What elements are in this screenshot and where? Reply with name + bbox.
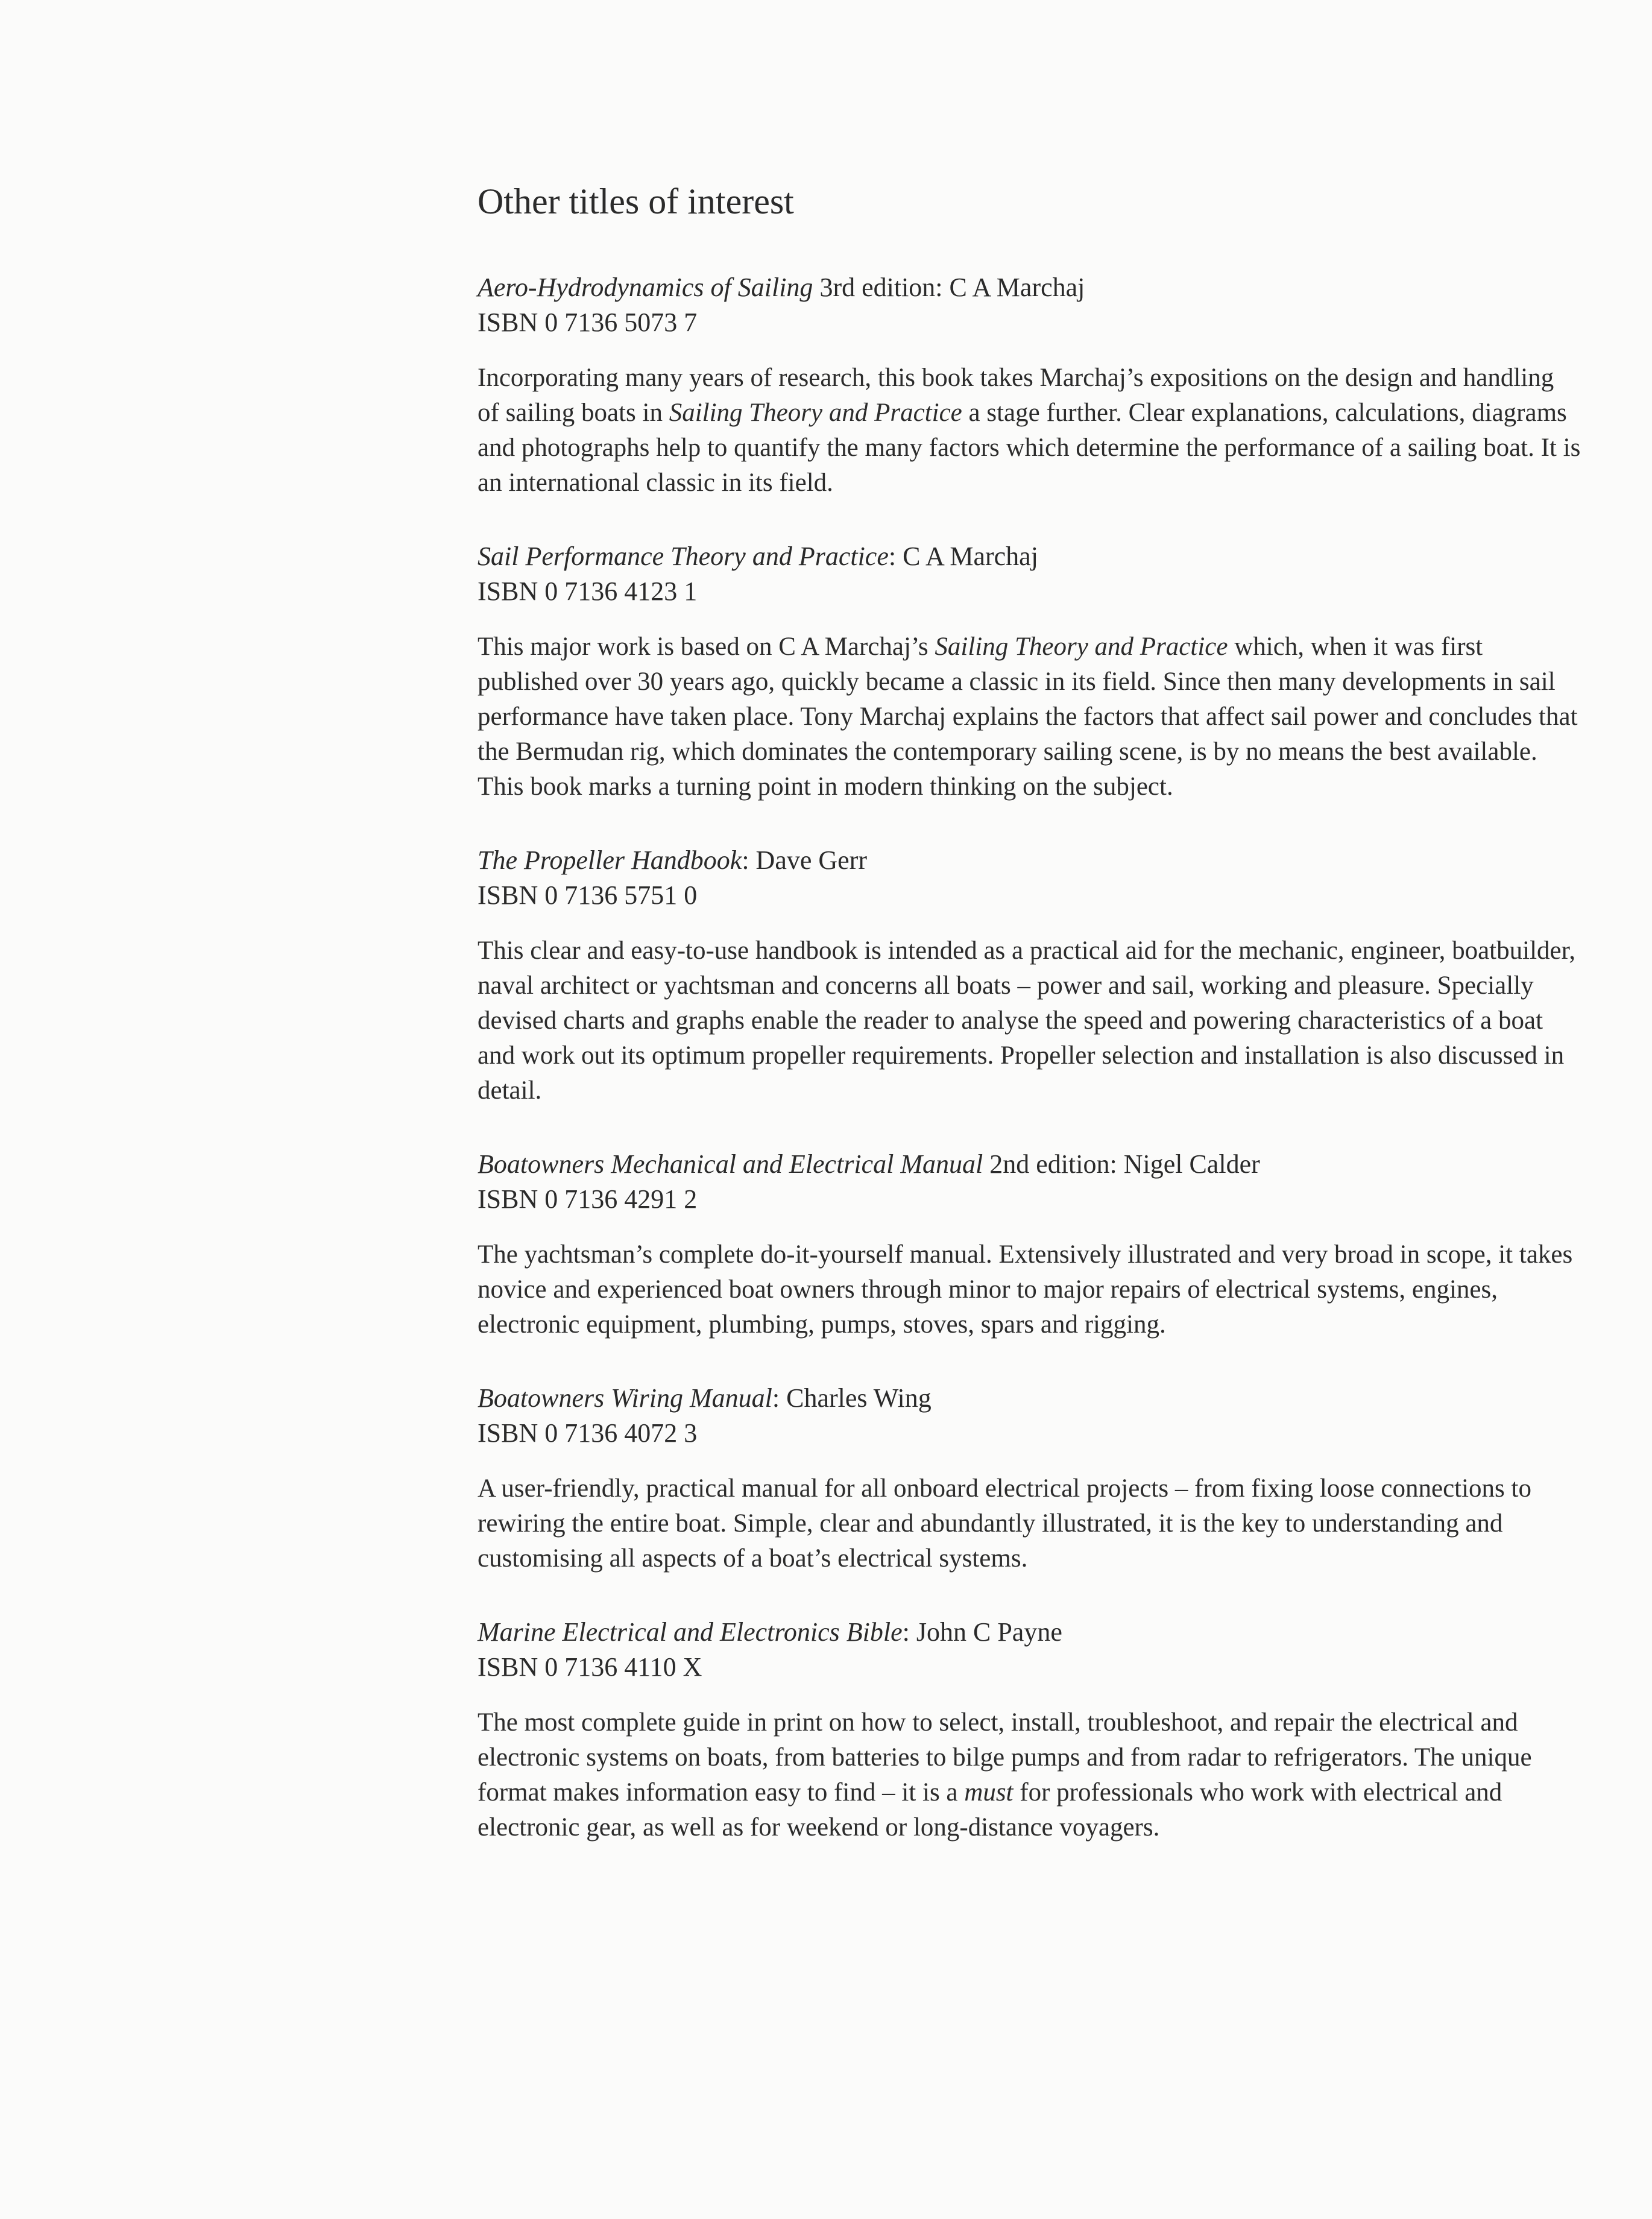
book-title: Marine Electrical and Electronics Bible <box>478 1617 903 1647</box>
book-entry <box>478 1147 1581 1342</box>
description-text: which, when it was first published over 30 years ago, quickly became a classic in its field. Since then many developments in sail performance have taken place. Tony Marchaj explains the factors that affect sail power and concludes that the Bermudan rig, which dominates the contemporary sailing scene, is by no means the best available. This book marks a turning point in modern thinking on the subject. <box>478 633 1578 801</box>
description-text: A user-friendly, practical manual for all onboard electrical projects – from fixing loose connections to rewiring the entire boat. Simple, clear and abundantly illustrated, it is the key to understanding and customising all aspects of a boat’s electrical systems. <box>478 1474 1531 1573</box>
book-byline: 2nd edition: Nigel Calder <box>983 1149 1260 1179</box>
description-text: This major work is based on C A Marchaj’s <box>478 633 935 661</box>
book-title: Boatowners Mechanical and Electrical Manual <box>478 1149 983 1179</box>
book-byline: 3rd edition: C A Marchaj <box>813 273 1085 302</box>
description-italic-text: Sailing Theory and Practice <box>669 399 962 427</box>
description-text: The yachtsman’s complete do-it-yourself manual. Extensively illustrated and very broad in scope, it takes novice and experienced boat owners through minor to major repairs of electrical systems, engines, electronic equipment, plumbing, pumps, stoves, spars and rigging. <box>478 1240 1573 1339</box>
book-title: Aero-Hydrodynamics of Sailing <box>478 273 813 302</box>
book-entry <box>478 539 1581 804</box>
book-heading <box>478 270 1581 305</box>
description-italic-text: Sailing Theory and Practice <box>935 633 1228 661</box>
book-isbn: ISBN 0 7136 4291 2 <box>478 1184 698 1214</box>
book-title: Boatowners Wiring Manual <box>478 1383 772 1413</box>
description-text: This clear and easy-to-use handbook is intended as a practical aid for the mechanic, engineer, boatbuilder, naval architect or yachtsman and concerns all boats – power and sail, working and pleasure. Specially devised charts and graphs enable the reader to analyse the speed and powering characteristics of a boat and work out its optimum propeller requirements. Propeller selection and installation is also discussed in detail. <box>478 936 1575 1105</box>
page-title: Other titles of interest <box>478 181 794 221</box>
book-isbn: ISBN 0 7136 4072 3 <box>478 1418 698 1448</box>
book-title: Sail Performance Theory and Practice <box>478 541 889 571</box>
book-byline: : John C Payne <box>902 1617 1062 1647</box>
book-entry <box>478 1381 1581 1576</box>
book-byline: : Dave Gerr <box>742 845 867 875</box>
description-text: Incorporating many years of research, this book takes Marchaj’s expositions on the design and handling of sailing boats in <box>478 364 1554 427</box>
description-text: for professionals who work with electrical and electronic gear, as well as for weekend or long-distance voyagers. <box>478 1778 1502 1842</box>
book-description <box>478 630 1581 804</box>
book-byline: : C A Marchaj <box>888 541 1038 571</box>
book-isbn: ISBN 0 7136 4123 1 <box>478 576 698 606</box>
description-italic-text: must <box>964 1778 1014 1807</box>
book-description <box>478 1705 1581 1845</box>
book-description <box>478 1471 1581 1576</box>
book-heading <box>478 1615 1581 1650</box>
book-heading <box>478 1381 1581 1416</box>
book-heading <box>478 843 1581 878</box>
book-heading <box>478 1147 1581 1182</box>
description-text: The most complete guide in print on how to select, install, troubleshoot, and repair the electrical and electronic systems on boats, from batteries to bilge pumps and from radar to refrigerators. The unique format makes information easy to find – it is a <box>478 1708 1532 1807</box>
book-list-page <box>478 178 1581 1884</box>
book-isbn: ISBN 0 7136 5751 0 <box>478 880 698 910</box>
book-entry <box>478 843 1581 1108</box>
book-title: The Propeller Handbook <box>478 845 742 875</box>
book-description <box>478 1237 1581 1342</box>
book-isbn: ISBN 0 7136 4110 X <box>478 1652 702 1682</box>
book-description <box>478 361 1581 500</box>
book-heading <box>478 539 1581 574</box>
book-byline: : Charles Wing <box>772 1383 932 1413</box>
description-text: a stage further. Clear explanations, calculations, diagrams and photographs help to quantify the many factors which determine the performance of a sailing boat. It is an international classic in its field. <box>478 399 1581 497</box>
book-description <box>478 933 1581 1108</box>
book-entry <box>478 1615 1581 1845</box>
book-isbn: ISBN 0 7136 5073 7 <box>478 308 698 337</box>
book-entry <box>478 270 1581 500</box>
